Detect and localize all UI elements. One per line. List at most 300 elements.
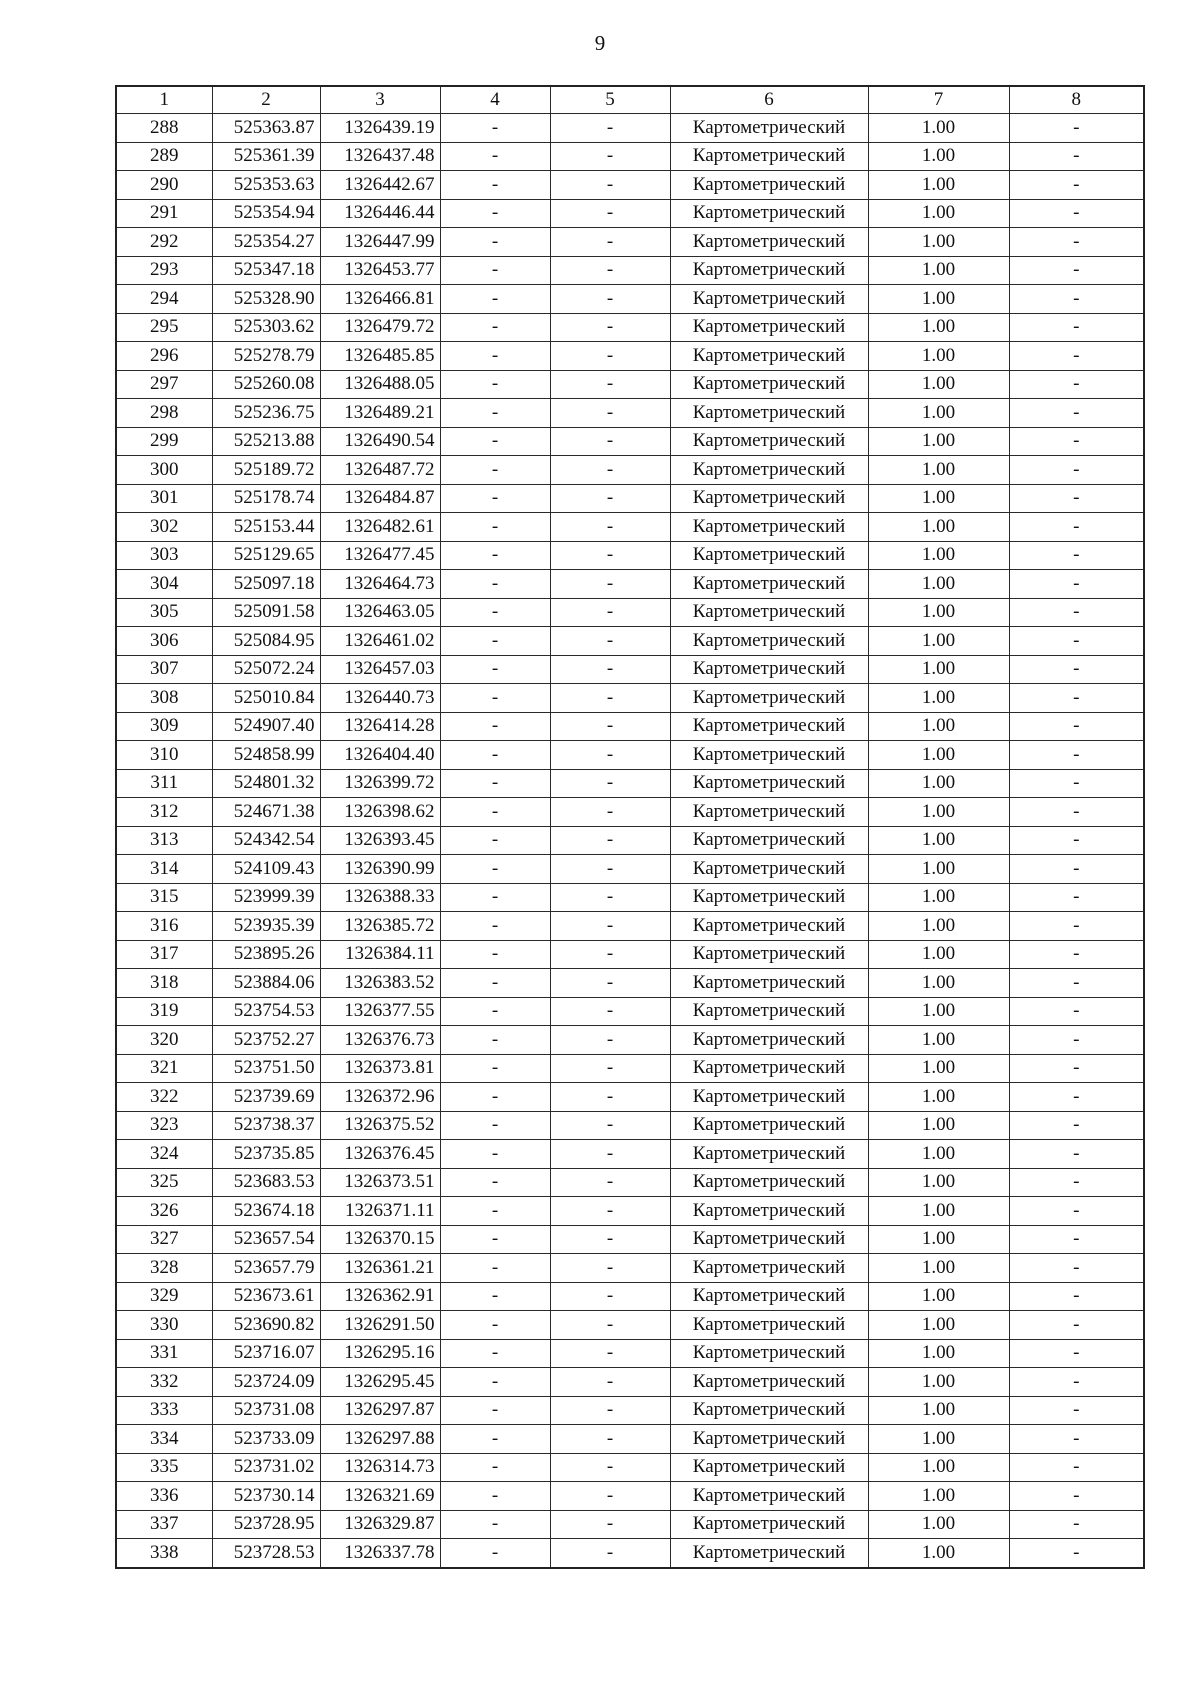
cell-column-5: - [550,370,670,399]
cell-accuracy: 1.00 [868,1539,1009,1568]
cell-coordinate-y: 1326295.45 [320,1368,440,1397]
cell-method: Картометрический [670,826,868,855]
cell-column-4: - [440,1026,550,1055]
cell-column-8: - [1009,883,1144,912]
cell-point-number: 318 [116,969,212,998]
column-header-6: 6 [670,86,868,114]
cell-column-4: - [440,570,550,599]
cell-column-4: - [440,1453,550,1482]
cell-coordinate-x: 525260.08 [212,370,320,399]
cell-accuracy: 1.00 [868,342,1009,371]
table-row [116,313,1144,342]
cell-point-number: 336 [116,1482,212,1511]
cell-accuracy: 1.00 [868,627,1009,656]
cell-coordinate-x: 523733.09 [212,1425,320,1454]
cell-coordinate-y: 1326388.33 [320,883,440,912]
cell-column-4: - [440,712,550,741]
column-header-7: 7 [868,86,1009,114]
cell-coordinate-x: 523683.53 [212,1168,320,1197]
cell-method: Картометрический [670,712,868,741]
cell-point-number: 333 [116,1396,212,1425]
cell-column-8: - [1009,1453,1144,1482]
table-row [116,199,1144,228]
cell-column-5: - [550,741,670,770]
cell-column-4: - [440,627,550,656]
cell-coordinate-x: 525328.90 [212,285,320,314]
cell-method: Картометрический [670,798,868,827]
cell-column-4: - [440,1254,550,1283]
cell-coordinate-x: 525097.18 [212,570,320,599]
cell-coordinate-x: 523739.69 [212,1083,320,1112]
cell-coordinate-y: 1326373.51 [320,1168,440,1197]
cell-column-8: - [1009,1168,1144,1197]
table-row [116,655,1144,684]
cell-accuracy: 1.00 [868,1339,1009,1368]
cell-method: Картометрический [670,741,868,770]
cell-point-number: 309 [116,712,212,741]
table-row [116,228,1144,257]
cell-method: Картометрический [670,1453,868,1482]
cell-column-8: - [1009,655,1144,684]
table-row [116,1111,1144,1140]
cell-coordinate-y: 1326487.72 [320,456,440,485]
cell-column-4: - [440,114,550,143]
table-row [116,1140,1144,1169]
cell-coordinate-x: 523999.39 [212,883,320,912]
cell-column-8: - [1009,199,1144,228]
cell-method: Картометрический [670,570,868,599]
cell-column-4: - [440,1339,550,1368]
cell-point-number: 307 [116,655,212,684]
table-row [116,855,1144,884]
cell-point-number: 325 [116,1168,212,1197]
cell-column-4: - [440,370,550,399]
table-row [116,940,1144,969]
cell-column-4: - [440,484,550,513]
cell-method: Картометрический [670,655,868,684]
cell-column-8: - [1009,399,1144,428]
cell-column-8: - [1009,256,1144,285]
cell-point-number: 301 [116,484,212,513]
cell-column-8: - [1009,1539,1144,1568]
cell-coordinate-y: 1326295.16 [320,1339,440,1368]
cell-column-4: - [440,969,550,998]
cell-coordinate-y: 1326376.73 [320,1026,440,1055]
cell-column-5: - [550,969,670,998]
table-row [116,997,1144,1026]
cell-method: Картометрический [670,1026,868,1055]
cell-column-4: - [440,855,550,884]
cell-method: Картометрический [670,1539,868,1568]
cell-column-5: - [550,427,670,456]
cell-column-4: - [440,598,550,627]
cell-column-8: - [1009,912,1144,941]
cell-coordinate-x: 523731.02 [212,1453,320,1482]
cell-accuracy: 1.00 [868,655,1009,684]
cell-point-number: 337 [116,1510,212,1539]
cell-accuracy: 1.00 [868,285,1009,314]
page-number: 9 [594,31,606,55]
cell-column-5: - [550,1054,670,1083]
cell-method: Картометрический [670,114,868,143]
column-header-1: 1 [116,86,212,114]
table-row [116,285,1144,314]
cell-point-number: 312 [116,798,212,827]
cell-method: Картометрический [670,370,868,399]
table-row [116,769,1144,798]
cell-coordinate-x: 525178.74 [212,484,320,513]
cell-coordinate-x: 525084.95 [212,627,320,656]
cell-column-4: - [440,256,550,285]
cell-coordinate-y: 1326489.21 [320,399,440,428]
table-row [116,1083,1144,1112]
cell-coordinate-y: 1326461.02 [320,627,440,656]
cell-coordinate-x: 525278.79 [212,342,320,371]
cell-column-8: - [1009,1425,1144,1454]
cell-column-5: - [550,627,670,656]
cell-coordinate-x: 525347.18 [212,256,320,285]
cell-column-4: - [440,1311,550,1340]
cell-method: Картометрический [670,342,868,371]
cell-coordinate-y: 1326376.45 [320,1140,440,1169]
table-row [116,1510,1144,1539]
cell-method: Картометрический [670,256,868,285]
cell-point-number: 328 [116,1254,212,1283]
cell-point-number: 305 [116,598,212,627]
cell-column-8: - [1009,1311,1144,1340]
cell-point-number: 291 [116,199,212,228]
cell-coordinate-x: 525153.44 [212,513,320,542]
cell-column-8: - [1009,142,1144,171]
cell-point-number: 313 [116,826,212,855]
cell-point-number: 322 [116,1083,212,1112]
cell-column-4: - [440,1368,550,1397]
cell-coordinate-x: 523724.09 [212,1368,320,1397]
table-row [116,1368,1144,1397]
cell-column-5: - [550,1539,670,1568]
cell-point-number: 304 [116,570,212,599]
cell-coordinate-x: 523895.26 [212,940,320,969]
coordinates-table [115,85,1145,1569]
cell-column-8: - [1009,570,1144,599]
cell-accuracy: 1.00 [868,456,1009,485]
cell-accuracy: 1.00 [868,541,1009,570]
cell-column-5: - [550,826,670,855]
cell-point-number: 300 [116,456,212,485]
cell-column-5: - [550,1168,670,1197]
cell-coordinate-y: 1326404.40 [320,741,440,770]
cell-column-4: - [440,883,550,912]
cell-coordinate-x: 525363.87 [212,114,320,143]
cell-coordinate-y: 1326440.73 [320,684,440,713]
cell-method: Картометрический [670,285,868,314]
cell-point-number: 319 [116,997,212,1026]
cell-method: Картометрический [670,313,868,342]
cell-method: Картометрический [670,513,868,542]
cell-coordinate-y: 1326384.11 [320,940,440,969]
cell-column-5: - [550,1396,670,1425]
cell-point-number: 329 [116,1282,212,1311]
cell-accuracy: 1.00 [868,1225,1009,1254]
cell-column-8: - [1009,1197,1144,1226]
cell-column-4: - [440,399,550,428]
cell-point-number: 327 [116,1225,212,1254]
cell-coordinate-y: 1326373.81 [320,1054,440,1083]
table-row [116,1054,1144,1083]
table-row [116,370,1144,399]
cell-column-8: - [1009,171,1144,200]
column-header-4: 4 [440,86,550,114]
cell-coordinate-x: 524671.38 [212,798,320,827]
table-row [116,1396,1144,1425]
cell-coordinate-y: 1326488.05 [320,370,440,399]
cell-coordinate-y: 1326383.52 [320,969,440,998]
cell-column-4: - [440,199,550,228]
cell-coordinate-x: 523754.53 [212,997,320,1026]
cell-method: Картометрический [670,1339,868,1368]
cell-coordinate-x: 523716.07 [212,1339,320,1368]
cell-column-4: - [440,1197,550,1226]
table-row [116,1539,1144,1568]
cell-accuracy: 1.00 [868,684,1009,713]
cell-column-4: - [440,1054,550,1083]
table-row [116,1197,1144,1226]
table-row [116,114,1144,143]
cell-accuracy: 1.00 [868,1425,1009,1454]
cell-accuracy: 1.00 [868,883,1009,912]
cell-column-8: - [1009,1054,1144,1083]
cell-column-8: - [1009,826,1144,855]
cell-column-5: - [550,1083,670,1112]
cell-accuracy: 1.00 [868,997,1009,1026]
cell-coordinate-y: 1326321.69 [320,1482,440,1511]
cell-coordinate-y: 1326393.45 [320,826,440,855]
cell-accuracy: 1.00 [868,1482,1009,1511]
cell-coordinate-x: 525010.84 [212,684,320,713]
cell-column-4: - [440,285,550,314]
cell-column-5: - [550,513,670,542]
table-row [116,1225,1144,1254]
cell-method: Картометрический [670,912,868,941]
cell-column-4: - [440,142,550,171]
cell-column-8: - [1009,1026,1144,1055]
cell-coordinate-x: 525189.72 [212,456,320,485]
table-row [116,684,1144,713]
cell-coordinate-x: 523735.85 [212,1140,320,1169]
cell-point-number: 320 [116,1026,212,1055]
cell-column-4: - [440,456,550,485]
table-row [116,484,1144,513]
cell-coordinate-x: 525354.27 [212,228,320,257]
cell-coordinate-y: 1326490.54 [320,427,440,456]
cell-column-5: - [550,1510,670,1539]
cell-accuracy: 1.00 [868,1197,1009,1226]
cell-column-5: - [550,997,670,1026]
cell-column-8: - [1009,741,1144,770]
cell-coordinate-x: 523738.37 [212,1111,320,1140]
table-row [116,570,1144,599]
cell-coordinate-x: 523731.08 [212,1396,320,1425]
cell-column-5: - [550,1311,670,1340]
cell-column-8: - [1009,1510,1144,1539]
cell-column-5: - [550,399,670,428]
cell-point-number: 308 [116,684,212,713]
cell-column-4: - [440,1111,550,1140]
cell-coordinate-x: 525072.24 [212,655,320,684]
cell-point-number: 302 [116,513,212,542]
cell-coordinate-x: 523728.53 [212,1539,320,1568]
table-row [116,1425,1144,1454]
cell-method: Картометрический [670,1254,868,1283]
cell-column-4: - [440,940,550,969]
cell-column-4: - [440,798,550,827]
cell-column-8: - [1009,427,1144,456]
cell-coordinate-y: 1326314.73 [320,1453,440,1482]
cell-column-4: - [440,541,550,570]
cell-accuracy: 1.00 [868,313,1009,342]
cell-column-8: - [1009,1396,1144,1425]
table-row [116,627,1144,656]
cell-column-4: - [440,1425,550,1454]
cell-coordinate-y: 1326361.21 [320,1254,440,1283]
cell-column-5: - [550,1482,670,1511]
cell-point-number: 334 [116,1425,212,1454]
table-row [116,1254,1144,1283]
cell-column-5: - [550,940,670,969]
cell-point-number: 338 [116,1539,212,1568]
cell-coordinate-x: 525354.94 [212,199,320,228]
cell-point-number: 303 [116,541,212,570]
cell-column-8: - [1009,969,1144,998]
cell-point-number: 321 [116,1054,212,1083]
cell-method: Картометрический [670,399,868,428]
cell-accuracy: 1.00 [868,912,1009,941]
cell-column-4: - [440,1168,550,1197]
cell-coordinate-x: 524342.54 [212,826,320,855]
cell-method: Картометрический [670,883,868,912]
cell-method: Картометрический [670,1311,868,1340]
cell-column-4: - [440,1539,550,1568]
table-row [116,826,1144,855]
cell-column-5: - [550,912,670,941]
cell-coordinate-x: 525213.88 [212,427,320,456]
cell-method: Картометрический [670,541,868,570]
cell-method: Картометрический [670,427,868,456]
cell-coordinate-y: 1326370.15 [320,1225,440,1254]
cell-accuracy: 1.00 [868,940,1009,969]
cell-column-4: - [440,1225,550,1254]
cell-method: Картометрический [670,228,868,257]
cell-point-number: 331 [116,1339,212,1368]
cell-point-number: 293 [116,256,212,285]
cell-column-5: - [550,883,670,912]
cell-coordinate-x: 524801.32 [212,769,320,798]
table-row [116,912,1144,941]
cell-accuracy: 1.00 [868,1282,1009,1311]
table-row [116,1282,1144,1311]
cell-method: Картометрический [670,1111,868,1140]
cell-accuracy: 1.00 [868,712,1009,741]
cell-column-5: - [550,1111,670,1140]
cell-column-5: - [550,769,670,798]
cell-column-8: - [1009,313,1144,342]
cell-coordinate-y: 1326398.62 [320,798,440,827]
cell-accuracy: 1.00 [868,1054,1009,1083]
cell-accuracy: 1.00 [868,142,1009,171]
table-row [116,1453,1144,1482]
cell-coordinate-y: 1326385.72 [320,912,440,941]
cell-method: Картометрический [670,769,868,798]
cell-coordinate-y: 1326442.67 [320,171,440,200]
table-row [116,342,1144,371]
cell-column-8: - [1009,627,1144,656]
cell-accuracy: 1.00 [868,1510,1009,1539]
cell-column-5: - [550,655,670,684]
cell-method: Картометрический [670,1282,868,1311]
cell-method: Картометрический [670,142,868,171]
cell-coordinate-x: 523674.18 [212,1197,320,1226]
cell-column-5: - [550,1026,670,1055]
cell-accuracy: 1.00 [868,769,1009,798]
table-row [116,712,1144,741]
cell-coordinate-x: 525129.65 [212,541,320,570]
cell-coordinate-x: 524858.99 [212,741,320,770]
cell-point-number: 288 [116,114,212,143]
cell-coordinate-y: 1326399.72 [320,769,440,798]
cell-point-number: 295 [116,313,212,342]
cell-method: Картометрический [670,1225,868,1254]
cell-column-5: - [550,712,670,741]
table-row [116,142,1144,171]
cell-coordinate-x: 523730.14 [212,1482,320,1511]
cell-coordinate-y: 1326484.87 [320,484,440,513]
table-row [116,883,1144,912]
cell-column-4: - [440,1510,550,1539]
cell-coordinate-x: 525361.39 [212,142,320,171]
column-header-8: 8 [1009,86,1144,114]
cell-column-8: - [1009,940,1144,969]
cell-method: Картометрический [670,199,868,228]
cell-column-8: - [1009,1368,1144,1397]
cell-accuracy: 1.00 [868,427,1009,456]
cell-method: Картометрический [670,997,868,1026]
cell-coordinate-x: 523690.82 [212,1311,320,1340]
cell-accuracy: 1.00 [868,1168,1009,1197]
cell-column-5: - [550,484,670,513]
cell-method: Картометрический [670,1140,868,1169]
column-header-5: 5 [550,86,670,114]
cell-point-number: 310 [116,741,212,770]
cell-column-8: - [1009,1254,1144,1283]
cell-column-5: - [550,684,670,713]
cell-coordinate-y: 1326479.72 [320,313,440,342]
cell-column-4: - [440,1282,550,1311]
table-row [116,741,1144,770]
cell-coordinate-x: 525353.63 [212,171,320,200]
cell-column-8: - [1009,1339,1144,1368]
cell-accuracy: 1.00 [868,570,1009,599]
cell-coordinate-y: 1326371.11 [320,1197,440,1226]
cell-method: Картометрический [670,1482,868,1511]
cell-column-5: - [550,456,670,485]
cell-coordinate-x: 524907.40 [212,712,320,741]
cell-point-number: 296 [116,342,212,371]
cell-accuracy: 1.00 [868,969,1009,998]
cell-point-number: 330 [116,1311,212,1340]
cell-coordinate-y: 1326439.19 [320,114,440,143]
cell-point-number: 294 [116,285,212,314]
cell-column-8: - [1009,1111,1144,1140]
